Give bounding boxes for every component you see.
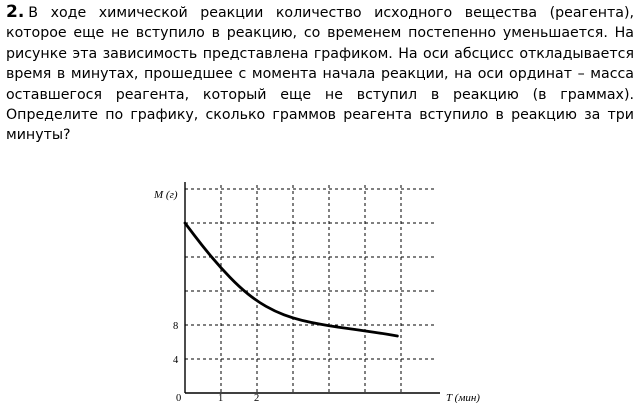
series-line — [185, 223, 397, 336]
y-tick-label: 8 — [173, 321, 179, 332]
x-axis-label: T (мин) — [446, 392, 480, 403]
problem-number: 2. — [6, 2, 25, 22]
chart-tick-labels — [153, 189, 480, 403]
problem-text: В ходе химической реакции количество исходного вещества (реагента), которое еще не вступило в реакцию, со временем постепенно уменьшается. На рисунке эта зависимость представлена графиком. На оси абсцисс откладывается время в минутах, прошедшее с момента начала реакции, на оси ординат – масса оставшегося реагента, который еще не вступил в реакцию (в граммах). Определите по графику, сколько граммов реагента вступило в реакцию за три минуты? — [6, 5, 634, 144]
y-axis-label: M (г) — [154, 189, 178, 201]
x-tick-label: 2 — [254, 393, 260, 403]
x-tick-label: 1 — [218, 393, 224, 403]
x-tick-label: 0 — [176, 393, 182, 403]
chart-series — [185, 223, 397, 336]
chart-axes — [185, 182, 440, 393]
chart-grid — [185, 185, 435, 393]
y-tick-label: 4 — [173, 355, 179, 366]
